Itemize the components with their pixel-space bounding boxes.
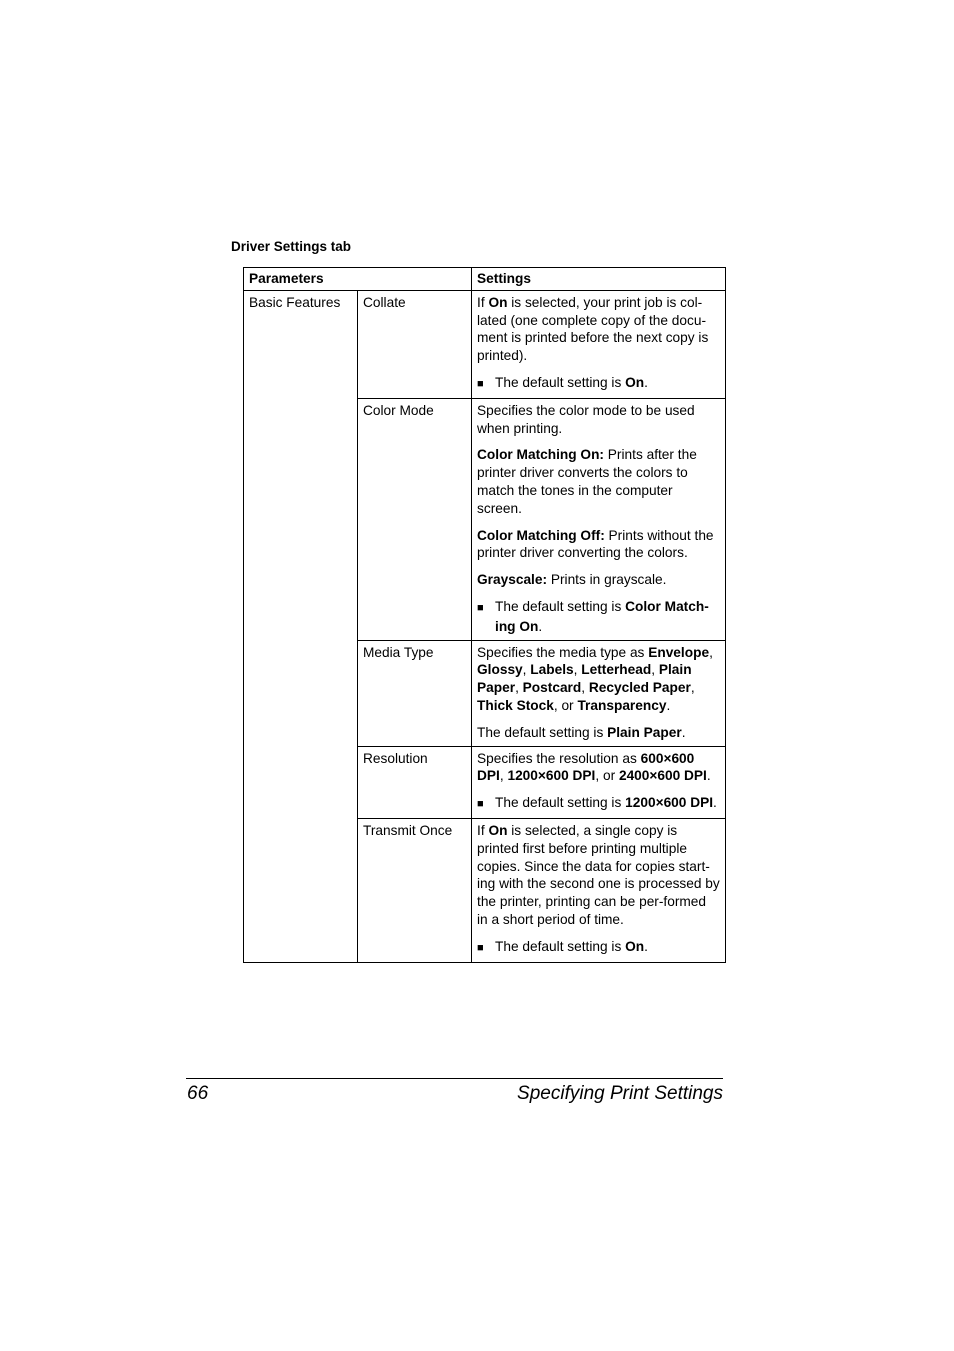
text-run: is selected, your print job is col-lated (one complete copy of the docu-ment is printed before the next copy is printed).	[477, 294, 709, 364]
bold-text-run: Labels	[530, 662, 574, 678]
bold-text-run: Thick Stock	[477, 697, 554, 713]
setting-description-cell	[472, 818, 726, 962]
text-run: , or	[553, 697, 578, 713]
text-run: ,	[581, 680, 589, 696]
text-run: ,	[651, 662, 659, 678]
text-run: ,	[709, 644, 713, 660]
setting-description-cell	[472, 398, 726, 640]
default-setting-bullet	[477, 374, 720, 394]
bold-text-run: 1200×600 DPI	[625, 795, 714, 811]
text-run: The default setting is	[495, 795, 626, 811]
text-run: .	[644, 938, 648, 954]
text-run: Specifies the media type as	[477, 644, 649, 660]
bold-text-run: Transparency	[577, 697, 667, 713]
bold-text-run: Postcard	[522, 680, 582, 696]
text-run: If	[477, 822, 489, 838]
bold-text-run: Grayscale:	[477, 572, 548, 588]
bold-text-run: Letterhead	[581, 662, 652, 678]
header-parameters: Parameters	[244, 268, 472, 291]
setting-paragraph	[477, 750, 720, 786]
text-run: If	[477, 294, 489, 310]
text-run: .	[681, 724, 686, 740]
bold-text-run: Color Matching On:	[477, 447, 604, 463]
text-run: The default setting is	[495, 598, 626, 614]
setting-paragraph	[477, 294, 720, 365]
header-settings: Settings	[472, 268, 726, 291]
square-bullet-icon: ■	[477, 798, 484, 811]
bold-text-run: Plain Paper	[607, 724, 682, 740]
text-run: Specifies the color mode to be used when printing.	[477, 402, 695, 436]
text-run: The default setting is	[495, 938, 626, 954]
default-setting-bullet	[477, 598, 720, 636]
parameter-name-cell: Resolution	[358, 746, 472, 818]
text-run: The default setting is	[495, 374, 626, 390]
text-run: Prints without the printer driver converting the colors.	[477, 527, 714, 561]
parameter-name-cell: Color Mode	[358, 398, 472, 640]
table-row	[244, 290, 726, 398]
text-run: .	[713, 795, 717, 811]
setting-description-cell	[472, 640, 726, 746]
bold-text-run: Color Match-ing On	[495, 598, 709, 634]
text-run: Prints after the printer driver converts the colors to match the tones in the computer screen.	[477, 447, 697, 516]
square-bullet-icon: ■	[477, 601, 484, 614]
parameter-name-cell: Media Type	[358, 640, 472, 746]
setting-paragraph	[477, 822, 720, 929]
text-run: The default setting is	[477, 724, 608, 740]
chapter-title: Specifying Print Settings	[517, 1083, 723, 1104]
bold-text-run: 1200×600 DPI	[507, 768, 596, 784]
table-header-row	[244, 268, 726, 291]
square-bullet-icon: ■	[477, 377, 484, 390]
group-cell: Basic Features	[244, 290, 358, 962]
bold-text-run: 600×600 DPI	[477, 750, 695, 784]
bold-text-run: Glossy	[477, 662, 523, 678]
text-run: ,	[522, 662, 531, 678]
footer-rule	[186, 1078, 723, 1079]
text-run: .	[538, 618, 543, 634]
bold-text-run: On	[625, 938, 645, 954]
setting-paragraph	[477, 571, 720, 589]
setting-paragraph	[477, 724, 720, 742]
square-bullet-icon: ■	[477, 941, 484, 954]
bold-text-run: Envelope	[648, 644, 710, 660]
bold-text-run: On	[625, 374, 645, 390]
setting-description-cell	[472, 746, 726, 818]
setting-paragraph	[477, 644, 720, 715]
driver-settings-table	[243, 267, 726, 963]
setting-paragraph	[477, 527, 720, 563]
section-title: Driver Settings tab	[231, 239, 352, 254]
parameter-name-cell: Collate	[358, 290, 472, 398]
table-body	[244, 290, 726, 962]
bold-text-run: On	[488, 822, 508, 838]
text-run: ,	[690, 680, 695, 696]
text-run: ,	[573, 662, 582, 678]
parameter-name-cell: Transmit Once	[358, 818, 472, 962]
text-run: Specifies the resolution as	[477, 750, 641, 766]
bold-text-run: Color Matching Off:	[477, 527, 605, 543]
setting-paragraph	[477, 446, 720, 517]
text-run: , or	[595, 768, 619, 784]
text-run: ,	[499, 768, 508, 784]
setting-description-cell	[472, 290, 726, 398]
text-run: .	[666, 697, 671, 713]
text-run: is selected, a single copy is printed first before printing multiple copies. Since the data for copies start-ing with the second one is processed by the printer, printing can be per-formed in a short period of time.	[477, 822, 720, 927]
text-run: Prints in grayscale.	[547, 572, 667, 588]
text-run: .	[644, 374, 648, 390]
text-run: .	[706, 768, 711, 784]
bold-text-run: Plain Paper	[477, 662, 692, 696]
bold-text-run: Recycled Paper	[588, 680, 691, 696]
bold-text-run: On	[488, 294, 508, 310]
page-number: 66	[187, 1083, 209, 1104]
text-run: ,	[515, 680, 523, 696]
setting-paragraph	[477, 402, 720, 438]
default-setting-bullet	[477, 938, 720, 958]
bold-text-run: 2400×600 DPI	[618, 768, 707, 784]
default-setting-bullet	[477, 794, 720, 814]
